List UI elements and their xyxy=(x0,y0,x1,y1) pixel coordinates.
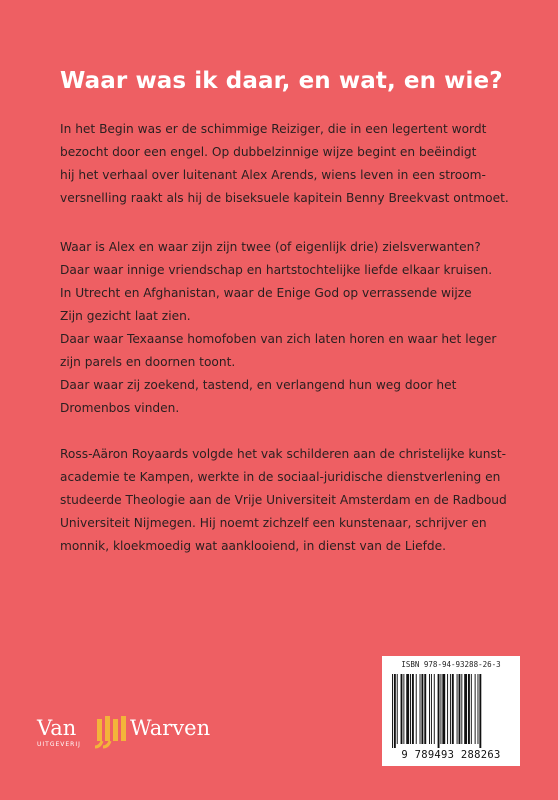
text-line: studeerde Theologie aan de Vrije Universiteit Amsterdam en de Radboud xyxy=(60,493,507,507)
synopsis-paragraph-1 xyxy=(60,118,535,210)
text-line: Dromenbos vinden. xyxy=(60,401,180,415)
text-line: Waar is Alex en waar zijn zijn twee (of eigenlijk drie) zielsverwanten? xyxy=(60,240,481,254)
isbn-barcode xyxy=(382,656,520,766)
text-line: bezocht door een engel. Op dubbelzinnige wijze begint en beëindigt xyxy=(60,145,477,159)
headline: Waar was ik daar, en wat, en wie? xyxy=(60,68,503,94)
publisher-name-left: Van xyxy=(37,716,77,740)
text-line: zijn parels en doornen toont. xyxy=(60,355,236,369)
author-bio-paragraph xyxy=(60,443,535,558)
publisher-logo xyxy=(37,713,237,753)
publisher-subtitle: UITGEVERIJ xyxy=(37,741,81,748)
isbn-label: ISBN 978-94-93288-26-3 xyxy=(401,660,501,669)
synopsis-paragraph-2 xyxy=(60,236,535,420)
text-line: monnik, kloekmoedig wat aanklooiend, in dienst van de Liefde. xyxy=(60,539,446,553)
text-line: Ross-Aäron Royaards volgde het vak schilderen aan de christelijke kunst- xyxy=(60,447,507,461)
barcode-number: 9 789493 288263 xyxy=(401,749,501,761)
text-line: Daar waar innige vriendschap en hartstochtelijke liefde elkaar kruisen. xyxy=(60,263,493,277)
barcode-bars-icon xyxy=(390,674,514,748)
text-line: In het Begin was er de schimmige Reiziger, die in een legertent wordt xyxy=(60,122,487,136)
publisher-mark-icon xyxy=(94,713,128,749)
text-line: hij het verhaal over luitenant Alex Arends, wiens leven in een stroom- xyxy=(60,168,486,182)
publisher-name-right: Warven xyxy=(130,716,211,740)
text-line: Daar waar zij zoekend, tastend, en verlangend hun weg door het xyxy=(60,378,457,392)
text-line: Daar waar Texaanse homofoben van zich laten horen en waar het leger xyxy=(60,332,497,346)
text-line: Universiteit Nijmegen. Hij noemt zichzelf een kunstenaar, schrijver en xyxy=(60,516,487,530)
text-line: academie te Kampen, werkte in de sociaal-juridische dienstverlening en xyxy=(60,470,501,484)
text-line: In Utrecht en Afghanistan, waar de Enige God op verrassende wijze xyxy=(60,286,472,300)
text-line: Zijn gezicht laat zien. xyxy=(60,309,191,323)
text-line: versnelling raakt als hij de biseksuele kapitein Benny Breekvast ontmoet. xyxy=(60,191,509,205)
